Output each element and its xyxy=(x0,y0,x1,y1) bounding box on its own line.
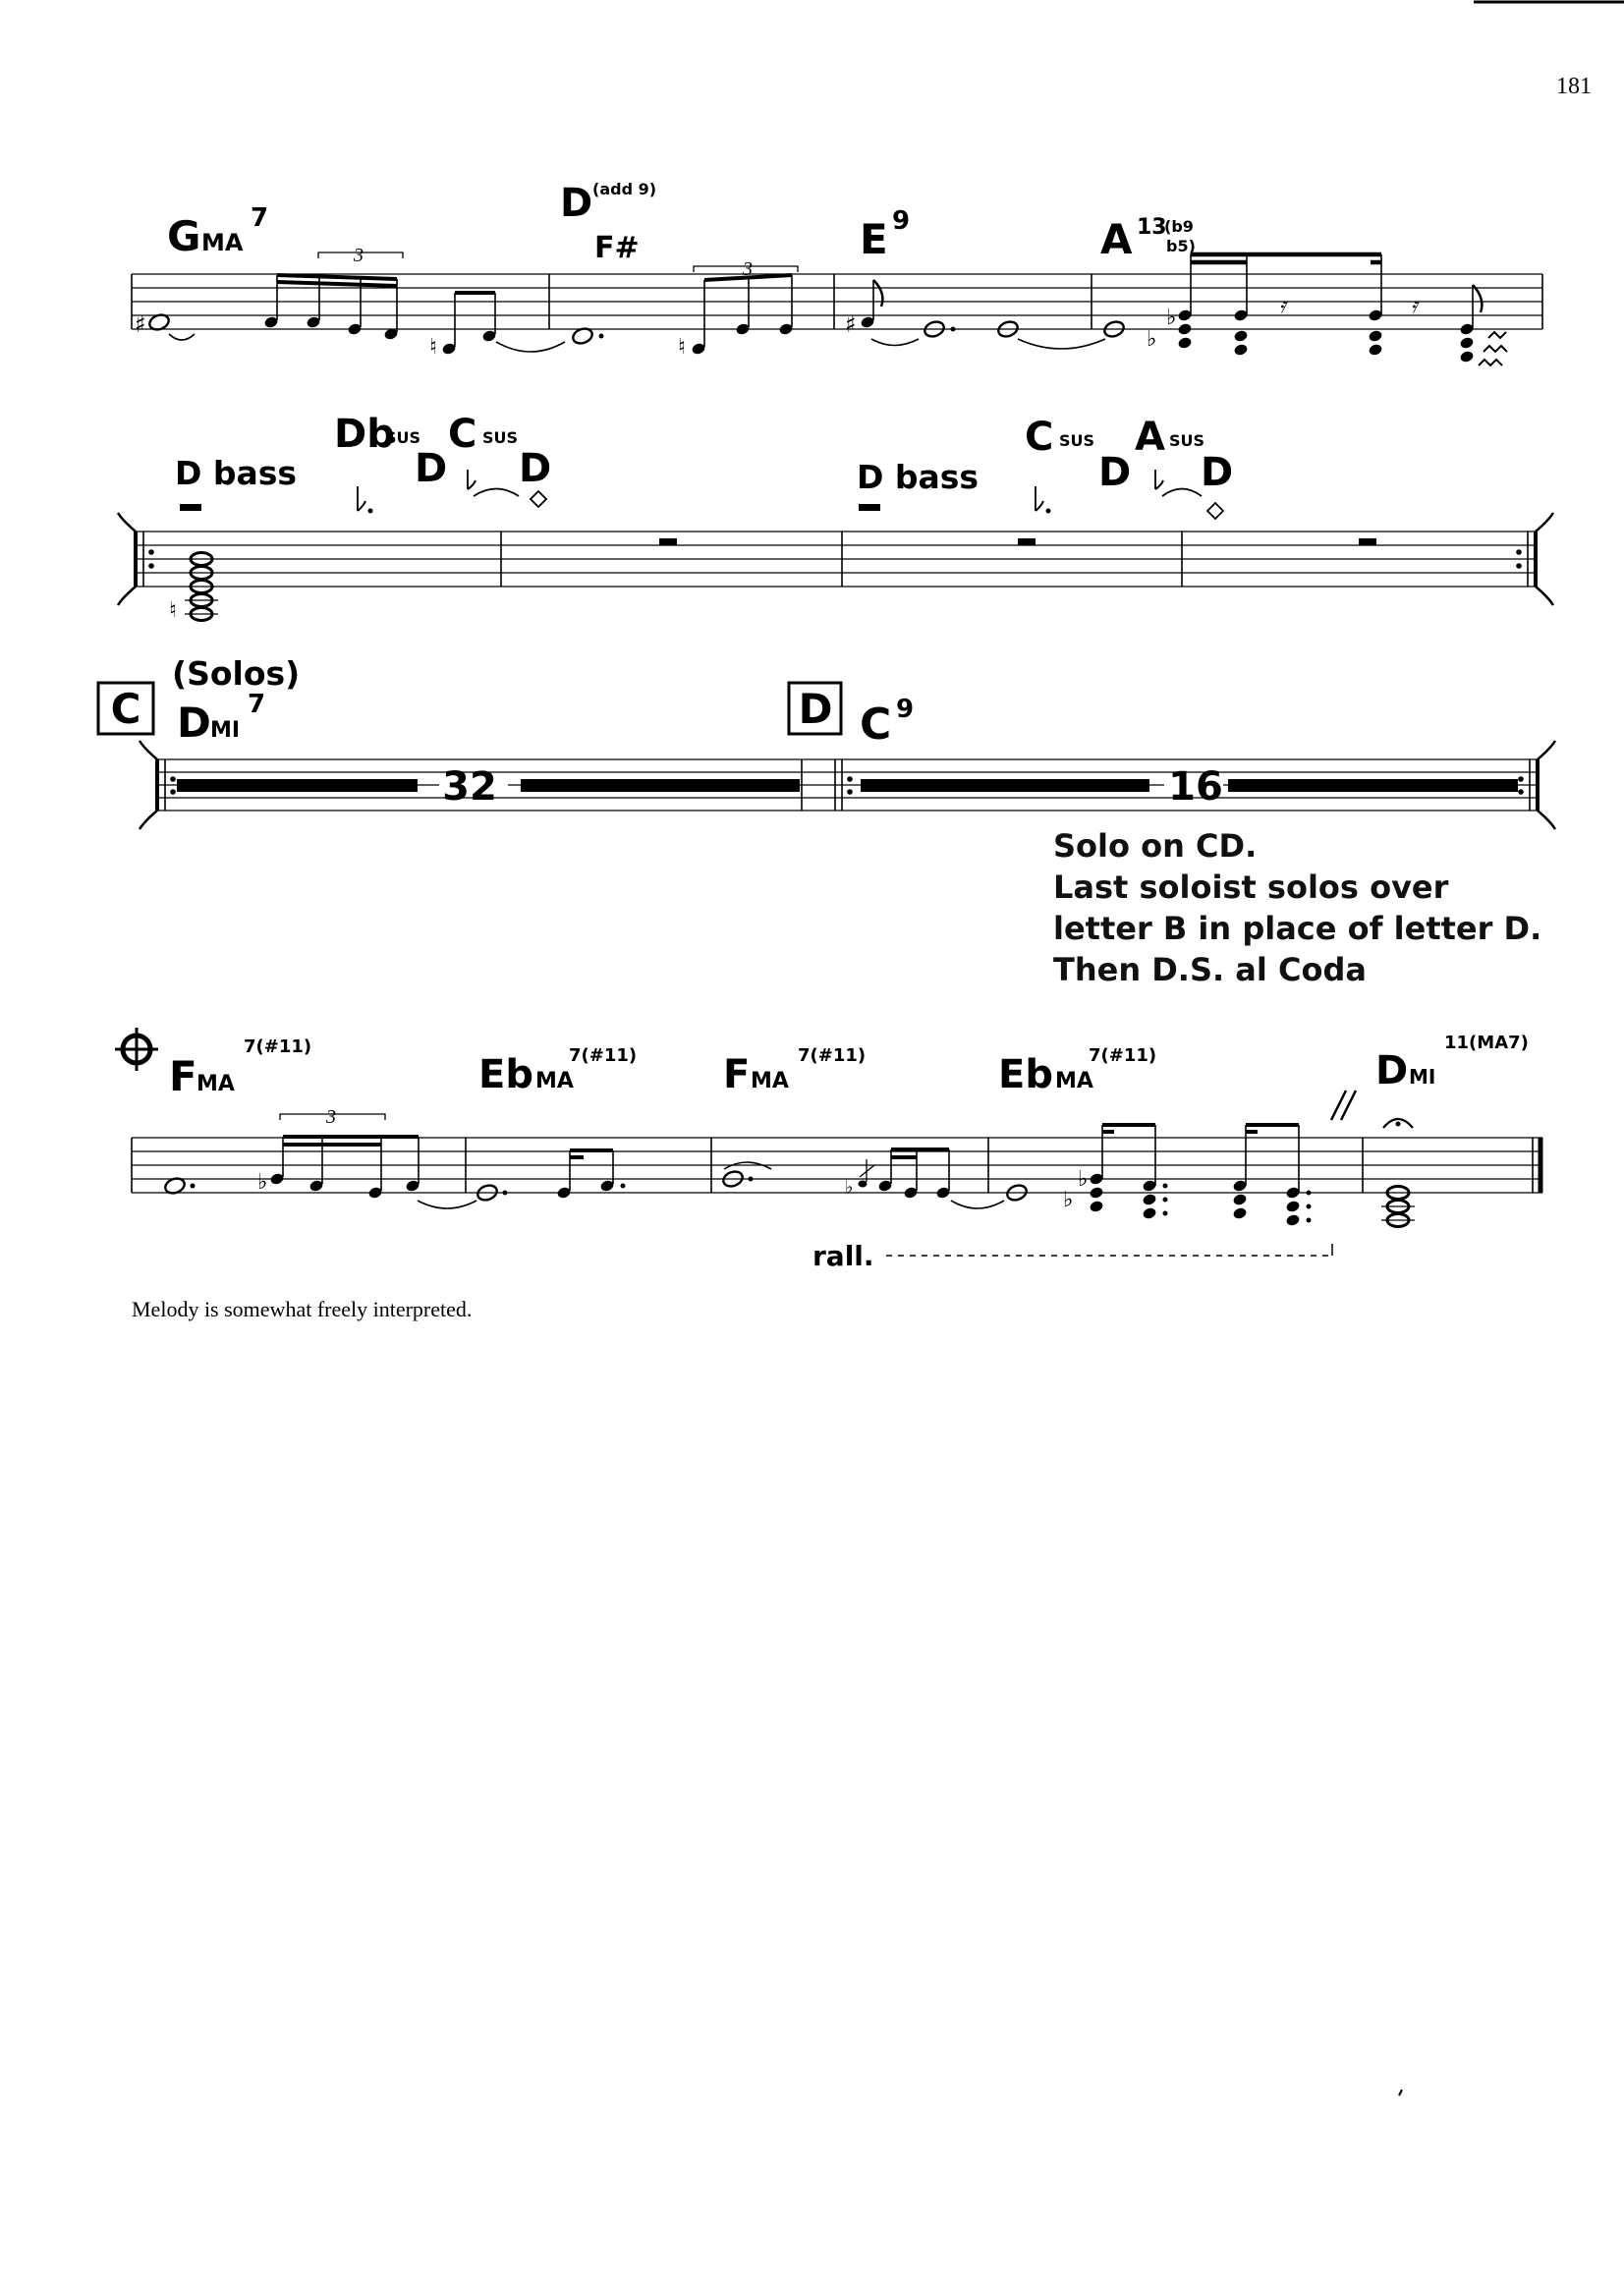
notes-m3 xyxy=(845,280,1105,349)
coda-icon xyxy=(115,1028,158,1071)
chord-a13-ext: 13 xyxy=(1137,215,1167,240)
chord-gmaj7-quality: MA xyxy=(201,229,244,256)
chord-d-right-2: D xyxy=(1201,450,1234,495)
sixteenth-rest: 𝄿 xyxy=(1279,293,1286,317)
beam xyxy=(277,282,397,286)
chord-d-bass-left: D bass xyxy=(175,454,298,492)
tuplet-number: 3 xyxy=(326,1106,336,1128)
tenuto-mark xyxy=(180,504,201,511)
chord-dmi11-ext: 11(MA7) xyxy=(1444,1033,1529,1053)
solo-note xyxy=(1053,825,1541,990)
chord-c9-root: C xyxy=(860,700,892,750)
sharp-sign: ♯ xyxy=(135,310,146,338)
chord-fma7-1-quality: MA xyxy=(196,1072,235,1096)
whole-rest xyxy=(659,538,677,545)
tie xyxy=(418,1201,476,1208)
chord-a13-root: A xyxy=(1100,215,1133,263)
svg-text:♭: ♭ xyxy=(845,1177,854,1198)
flat-sign: ♭ xyxy=(1147,327,1157,352)
whole-rest xyxy=(1359,538,1376,545)
repeat-wing xyxy=(118,587,136,605)
svg-text:♭: ♭ xyxy=(257,1170,268,1195)
system-1 xyxy=(132,180,1542,365)
solo-note-line-3: letter B in place of letter D. xyxy=(1053,910,1542,947)
chord-fma7-2-quality: MA xyxy=(751,1069,789,1093)
multirest-bar xyxy=(521,779,800,792)
svg-text:♭: ♭ xyxy=(1078,1167,1089,1192)
chord-d-bass-right: D bass xyxy=(857,458,980,496)
chord-ebma7-1-ext: 7(#11) xyxy=(569,1045,638,1066)
natural-sign: ♮ xyxy=(678,335,686,360)
natural-sign: ♮ xyxy=(169,598,177,623)
chord-csus-sfx-2: SUS xyxy=(1059,431,1095,450)
notes-m4 xyxy=(1102,254,1507,365)
stray-mark xyxy=(1399,2090,1402,2096)
flag xyxy=(1473,285,1482,312)
rehearsal-d: D xyxy=(798,685,833,733)
chord-csus-sfx: SUS xyxy=(482,428,519,447)
chord-dmi11-root: D xyxy=(1375,1048,1409,1093)
chord-ebma7-1-root: Eb xyxy=(478,1052,533,1097)
natural-sign: ♮ xyxy=(429,335,437,360)
tie xyxy=(871,339,919,346)
tie xyxy=(169,334,195,340)
multirest-bar xyxy=(861,779,1149,792)
chord-dmi11-quality: MI xyxy=(1409,1065,1436,1089)
footnote: Melody is somewhat freely interpreted. xyxy=(132,1297,473,1321)
chord-a13-ext-b5: b5) xyxy=(1166,237,1196,255)
chord-d-add9-ext: (add 9) xyxy=(592,180,657,198)
chord-e9-root: E xyxy=(860,215,888,263)
solos-label: (Solos) xyxy=(172,654,301,693)
svg-text:♭: ♭ xyxy=(1063,1188,1074,1212)
solo-note-line-4: Then D.S. al Coda xyxy=(1053,951,1367,988)
system-4 xyxy=(115,1028,1542,1272)
chord-dbsus-root: Db xyxy=(334,412,395,457)
sixteenth-rest: 𝄿 xyxy=(1411,293,1418,317)
chord-fma7-2-ext: 7(#11) xyxy=(798,1045,867,1066)
multirest-count-32: 32 xyxy=(442,764,497,810)
repeat-wing xyxy=(118,513,136,532)
diamond-note xyxy=(1207,503,1223,519)
chord-ebma7-2-ext: 7(#11) xyxy=(1089,1045,1157,1066)
whole-chord xyxy=(169,553,218,624)
chord-asus-sfx: SUS xyxy=(1169,431,1205,450)
system-2 xyxy=(118,412,1553,623)
tenuto-mark xyxy=(859,504,880,511)
beam xyxy=(277,275,397,279)
chord-d-add9-bass: F# xyxy=(594,231,640,265)
tie xyxy=(496,342,565,352)
chord-a13-ext-b9: (b9 xyxy=(1164,217,1194,236)
chord-e9-ext: 9 xyxy=(892,206,911,236)
multirest-count-16: 16 xyxy=(1168,764,1223,810)
chord-ebma7-2-root: Eb xyxy=(998,1052,1053,1097)
tie xyxy=(1018,339,1105,349)
chord-csus-root-2: C xyxy=(1025,415,1054,460)
chord-ebma7-1-quality: MA xyxy=(535,1069,574,1093)
chord-dmi7-quality: MI xyxy=(210,718,241,743)
chord-dmi7-ext: 7 xyxy=(248,690,266,719)
chord-d-add9-top: D xyxy=(560,181,593,226)
multirest-bar xyxy=(1228,779,1518,792)
sharp-sign: ♯ xyxy=(845,310,857,338)
tuplet-number: 3 xyxy=(743,258,753,280)
chord-fma7-1-ext: 7(#11) xyxy=(244,1036,312,1057)
chord-gmaj7-root: G xyxy=(167,212,201,260)
flat-sign: ♭ xyxy=(1166,306,1177,330)
chord-csus-root: C xyxy=(448,412,477,457)
solo-note-line-2: Last soloist solos over xyxy=(1053,868,1449,906)
chord-d-left-1: D xyxy=(415,446,448,491)
chord-fma7-2-root: F xyxy=(723,1052,751,1097)
chord-d-left-2: D xyxy=(519,446,552,491)
solo-note-line-1: Solo on CD. xyxy=(1053,827,1258,865)
chord-dmi7-root: D xyxy=(177,699,211,747)
system-3 xyxy=(98,654,1555,829)
chord-d-right-1: D xyxy=(1098,450,1132,495)
chord-asus-root: A xyxy=(1135,415,1165,460)
whole-rest xyxy=(1018,538,1036,545)
rehearsal-c: C xyxy=(110,685,141,733)
diamond-note xyxy=(531,491,546,507)
flag xyxy=(873,280,882,307)
chord-c9-ext: 9 xyxy=(896,695,915,724)
page-number: 181 xyxy=(1556,74,1592,99)
rall-marking: rall. xyxy=(812,1240,874,1272)
chord-gmaj7-ext: 7 xyxy=(251,203,269,233)
chord-fma7-1-root: F xyxy=(169,1052,197,1100)
chord-dbsus-sfx: SUS xyxy=(385,428,421,447)
multirest-bar xyxy=(177,779,418,792)
tuplet-number: 3 xyxy=(354,245,364,266)
chord-ebma7-2-quality: MA xyxy=(1055,1069,1093,1093)
fall-squiggle xyxy=(1479,332,1507,365)
